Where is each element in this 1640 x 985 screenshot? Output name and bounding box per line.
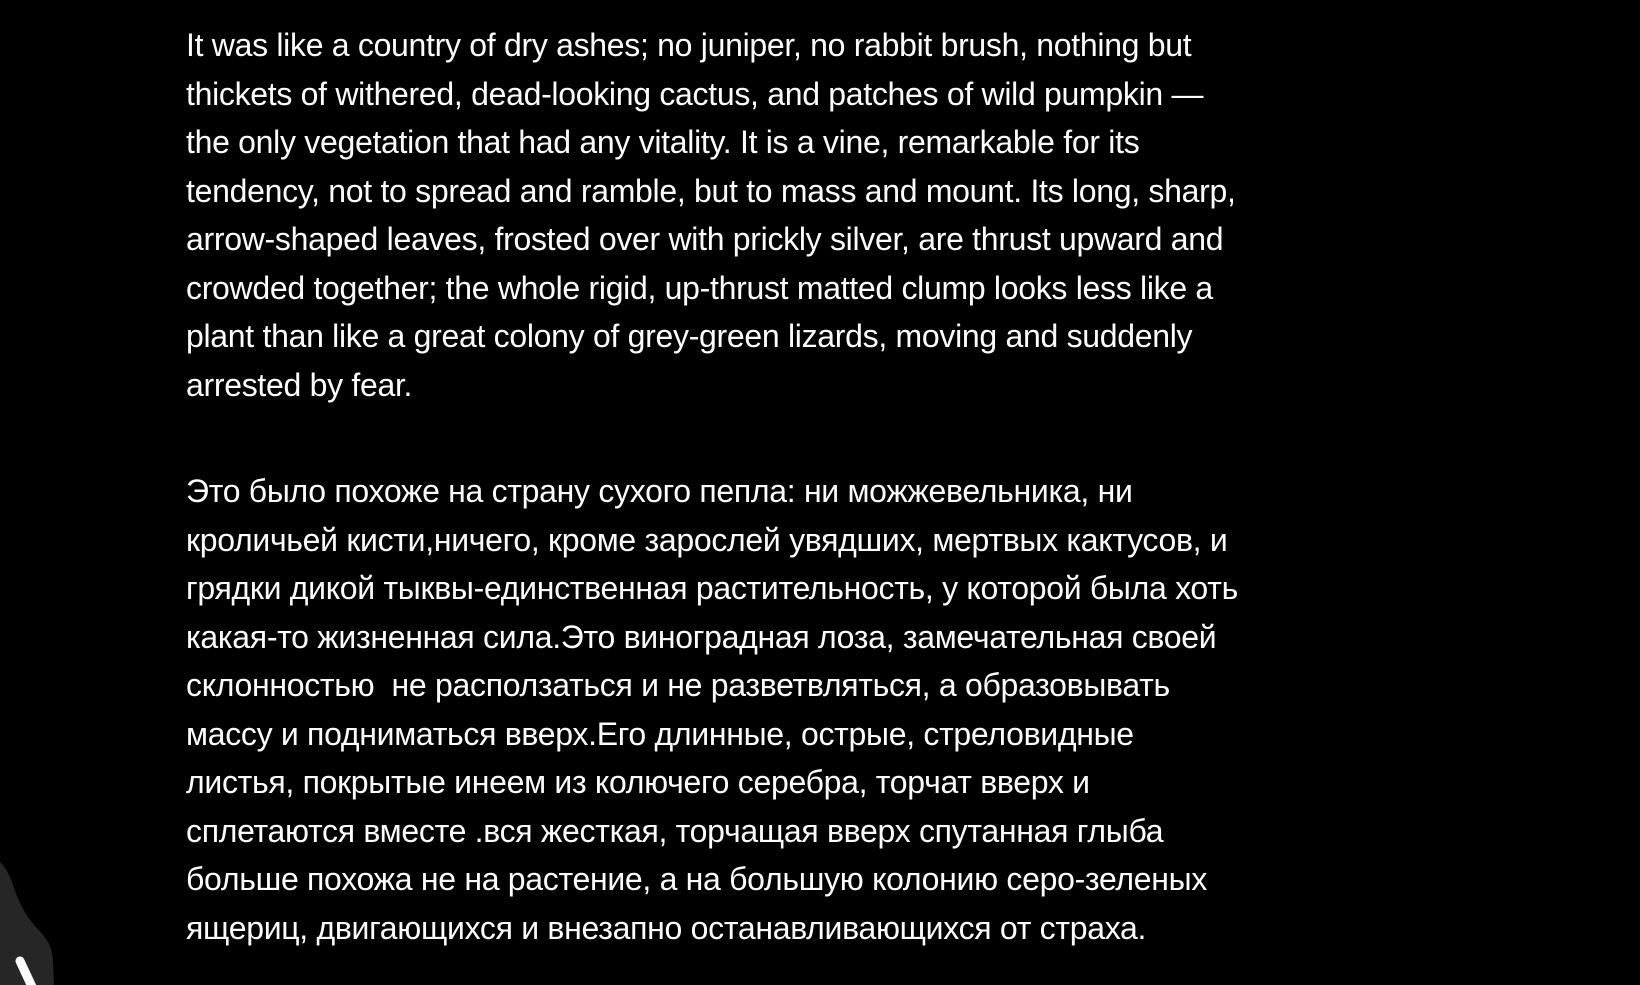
text-line: the only vegetation that had any vitality. It is a vine, remarkable for its bbox=[186, 124, 1140, 160]
english-paragraph bbox=[186, 21, 1600, 409]
text-line: arrested by fear. bbox=[186, 366, 413, 403]
text-line: кроличьей кисти,ничего, кроме зарослей увядших, мертвых кактусов, и bbox=[186, 521, 1228, 558]
russian-paragraph bbox=[186, 467, 1600, 952]
text-line: It was like a country of dry ashes; no juniper, no rabbit brush, nothing but bbox=[186, 27, 1192, 63]
text-line: сплетаются вместе .вся жесткая, торчащая вверх спутанная глыба bbox=[186, 812, 1164, 849]
text-line: thickets of withered, dead-looking cactus, and patches of wild pumpkin — bbox=[186, 75, 1204, 112]
text-line: arrow-shaped leaves, frosted over with prickly silver, are thrust upward and bbox=[186, 221, 1224, 257]
text-line: массу и подниматься вверх.Его длинные, острые, стреловидные bbox=[186, 715, 1134, 752]
text-line: больше похожа не на растение, а на большую колонию серо-зеленых bbox=[186, 861, 1208, 897]
text-line: Это было похоже на страну сухого пепла: ни можжевельника, ни bbox=[186, 473, 1133, 509]
text-line: tendency, not to spread and ramble, but to mass and mount. Its long, sharp, bbox=[186, 172, 1236, 209]
text-line: склонностью не расползаться и не разветвляться, а образовывать bbox=[186, 667, 1170, 703]
text-line: crowded together; the whole rigid, up-thrust matted clump looks less like a bbox=[186, 269, 1213, 306]
text-line: листья, покрытые инеем из колючего серебра, торчат вверх и bbox=[186, 764, 1090, 800]
text-content bbox=[186, 21, 1600, 952]
text-line: plant than like a great colony of grey-green lizards, moving and suddenly bbox=[186, 318, 1193, 354]
corner-widget[interactable] bbox=[0, 860, 70, 985]
text-line: какая-то жизненная сила.Это виноградная лоза, замечательная своей bbox=[186, 618, 1217, 655]
text-line: ящериц, двигающихся и внезапно останавливающихся от страха. bbox=[186, 909, 1147, 946]
text-line: грядки дикой тыквы-единственная растительность, у которой была хоть bbox=[186, 570, 1238, 606]
